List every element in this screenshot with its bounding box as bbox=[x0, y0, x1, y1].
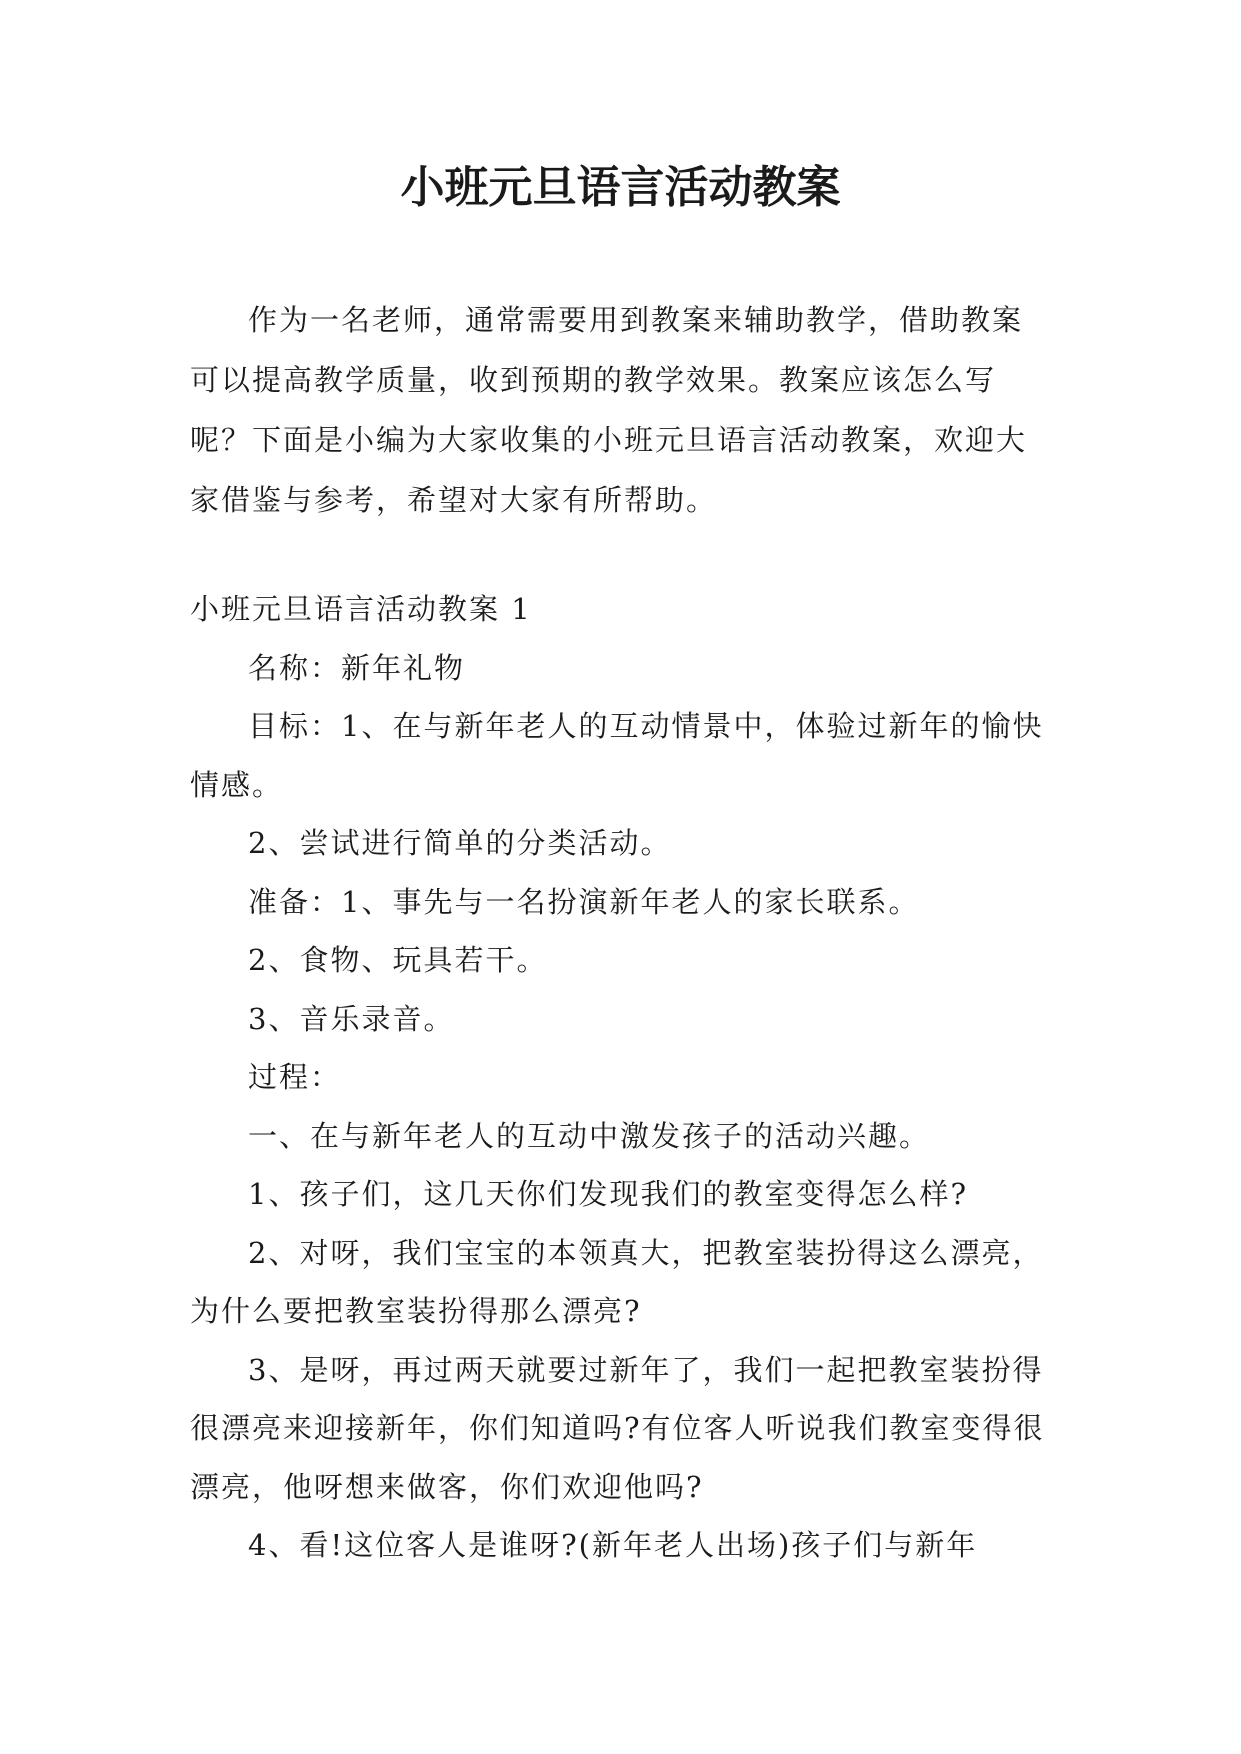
paragraph-goal-1: 目标：1、在与新年老人的互动情景中，体验过新年的愉快情感。 bbox=[190, 709, 1044, 802]
paragraph-process: 过程： bbox=[248, 1060, 342, 1094]
section-heading: 小班元旦语言活动教案 1 bbox=[190, 592, 532, 626]
paragraph-step-2: 2、对呀，我们宝宝的本领真大，把教室装扮得这么漂亮，为什么要把教室装扮得那么漂亮? bbox=[190, 1235, 1044, 1328]
paragraph-step-3: 3、是呀，再过两天就要过新年了，我们一起把教室装扮得很漂亮来迎接新年，你们知道吗?有位客人听说我们教室变得很漂亮，他呀想来做客，你们欢迎他吗? bbox=[190, 1352, 1045, 1504]
intro-paragraph: 作为一名老师，通常需要用到教案来辅助教学，借助教案可以提高教学质量，收到预期的教学效果。教案应该怎么写呢？下面是小编为大家收集的小班元旦语言活动教案，欢迎大家借鉴与参考，希望对大家有所帮助。 bbox=[190, 303, 1028, 517]
page-title: 小班元旦语言活动教案 bbox=[400, 162, 841, 213]
lesson-plan-body bbox=[190, 580, 1052, 1575]
paragraph-goal-2: 2、尝试进行简单的分类活动。 bbox=[248, 826, 672, 860]
paragraph-step-1: 1、孩子们，这几天你们发现我们的教室变得怎么样? bbox=[248, 1177, 968, 1211]
paragraph-name: 名称：新年礼物 bbox=[248, 650, 466, 685]
paragraph-step-one: 一、在与新年老人的互动中激发孩子的活动兴趣。 bbox=[248, 1118, 931, 1153]
paragraph-prep-3: 3、音乐录音。 bbox=[248, 1001, 455, 1036]
paragraph-prep-2: 2、食物、玩具若干。 bbox=[248, 943, 548, 977]
paragraph-step-4: 4、看!这位客人是谁呀?(新年老人出场)孩子们与新年 bbox=[248, 1528, 978, 1562]
paragraph-prep-1: 准备：1、事先与一名扮演新年老人的家长联系。 bbox=[248, 884, 920, 919]
